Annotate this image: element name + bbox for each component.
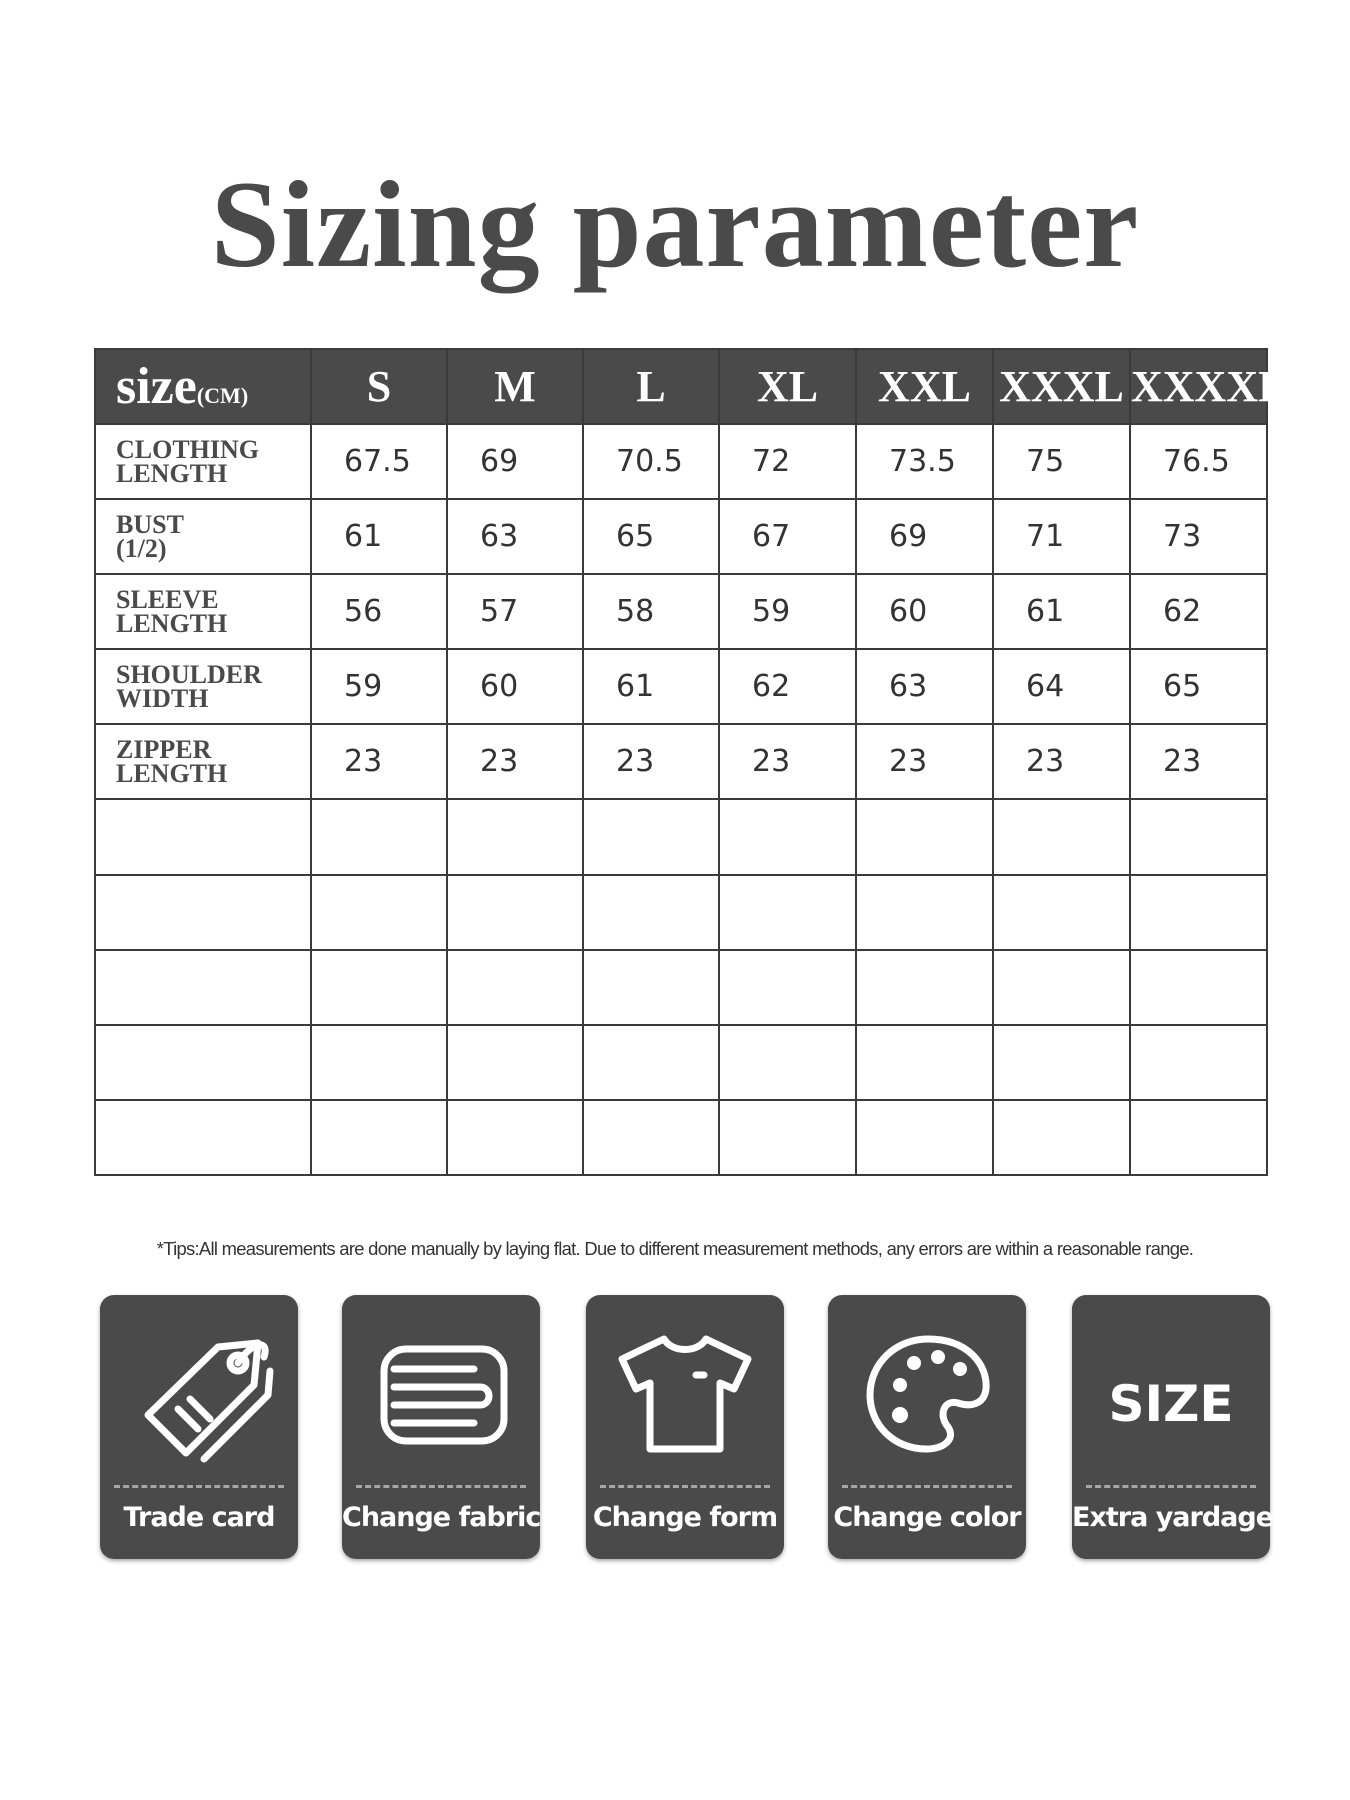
size-header-s: S (311, 349, 447, 424)
table-cell: 23 (993, 724, 1130, 799)
empty-cell (447, 1025, 583, 1100)
row-label-bust: BUST (1/2) (95, 499, 311, 574)
empty-cell (583, 950, 719, 1025)
size-header-m: M (447, 349, 583, 424)
empty-cell (447, 1100, 583, 1175)
table-cell: 62 (1130, 574, 1267, 649)
size-header-xxxl: XXXL (993, 349, 1130, 424)
size-header-label: size (116, 358, 197, 415)
empty-cell (856, 1025, 993, 1100)
empty-cell (1130, 1025, 1267, 1100)
table-cell: 67 (719, 499, 856, 574)
table-row (95, 424, 1267, 499)
feature-card-trade-card (100, 1295, 298, 1559)
empty-cell (856, 799, 993, 874)
measurement-tips: *Tips:All measurements are done manually by laying flat. Due to different measurement methods, any errors are within a reasonable range. (156, 1238, 1194, 1259)
table-cell: 23 (311, 724, 447, 799)
empty-cell (719, 1025, 856, 1100)
table-cell: 23 (719, 724, 856, 799)
empty-cell (1130, 950, 1267, 1025)
feature-card-change-form (586, 1295, 784, 1559)
table-cell: 23 (583, 724, 719, 799)
table-cell: 64 (993, 649, 1130, 724)
empty-cell (993, 799, 1130, 874)
empty-cell (447, 799, 583, 874)
size-icon-text: SIZE (1108, 1375, 1234, 1433)
feature-label: Change form (592, 1502, 778, 1533)
table-cell: 65 (583, 499, 719, 574)
feature-card-change-color (828, 1295, 1026, 1559)
table-cell: 69 (447, 424, 583, 499)
empty-cell (95, 1100, 311, 1175)
tshirt-icon (586, 1305, 784, 1465)
table-cell: 60 (447, 649, 583, 724)
feature-label: Change fabric (342, 1502, 541, 1533)
empty-cell (311, 1100, 447, 1175)
table-cell: 57 (447, 574, 583, 649)
table-header-row (95, 349, 1267, 424)
palette-icon (828, 1305, 1026, 1465)
unit-label: (CM) (196, 383, 249, 408)
table-cell: 70.5 (583, 424, 719, 499)
empty-cell (95, 799, 311, 874)
empty-cell (583, 1100, 719, 1175)
card-divider (356, 1485, 526, 1488)
table-cell: 65 (1130, 649, 1267, 724)
empty-table-row (95, 1025, 1267, 1100)
empty-cell (856, 950, 993, 1025)
empty-cell (993, 1025, 1130, 1100)
empty-cell (993, 950, 1130, 1025)
table-cell: 73 (1130, 499, 1267, 574)
table-row (95, 499, 1267, 574)
table-cell: 23 (1130, 724, 1267, 799)
empty-cell (95, 950, 311, 1025)
empty-cell (311, 875, 447, 950)
row-label-clothing-length: CLOTHING LENGTH (95, 424, 311, 499)
table-cell: 23 (856, 724, 993, 799)
feature-card-change-fabric (342, 1295, 540, 1559)
empty-cell (447, 875, 583, 950)
row-label-sleeve-length: SLEEVE LENGTH (95, 574, 311, 649)
card-divider (842, 1485, 1012, 1488)
empty-cell (719, 1100, 856, 1175)
table-cell: 61 (583, 649, 719, 724)
empty-cell (95, 1025, 311, 1100)
fabric-icon (342, 1305, 540, 1465)
feature-label: Extra yardage (1072, 1502, 1274, 1533)
empty-cell (583, 799, 719, 874)
table-cell: 60 (856, 574, 993, 649)
empty-cell (719, 875, 856, 950)
table-cell: 75 (993, 424, 1130, 499)
table-cell: 63 (447, 499, 583, 574)
feature-card-extra-yardage (1072, 1295, 1274, 1559)
table-cell: 61 (993, 574, 1130, 649)
size-header-xxl: XXL (856, 349, 993, 424)
table-cell: 73.5 (856, 424, 993, 499)
feature-cards (100, 1295, 1274, 1559)
table-cell: 58 (583, 574, 719, 649)
empty-cell (447, 950, 583, 1025)
empty-cell (993, 1100, 1130, 1175)
page-title: Sizing parameter (210, 156, 1140, 293)
size-header-xl: XL (719, 349, 856, 424)
table-cell: 56 (311, 574, 447, 649)
table-cell: 69 (856, 499, 993, 574)
size-header-l: L (583, 349, 719, 424)
table-cell: 63 (856, 649, 993, 724)
card-divider (1086, 1485, 1256, 1488)
empty-cell (719, 799, 856, 874)
table-cell: 59 (719, 574, 856, 649)
card-divider (114, 1485, 284, 1488)
card-divider (600, 1485, 770, 1488)
empty-cell (1130, 875, 1267, 950)
table-cell: 67.5 (311, 424, 447, 499)
size-header-xxxxl: XXXXL (1130, 349, 1267, 424)
size-unit-header (95, 349, 311, 424)
size-chart-table (94, 348, 1288, 1176)
empty-cell (311, 950, 447, 1025)
table-row (95, 649, 1267, 724)
empty-cell (583, 1025, 719, 1100)
table-cell: 71 (993, 499, 1130, 574)
empty-cell (311, 1025, 447, 1100)
empty-table-row (95, 875, 1267, 950)
empty-cell (583, 875, 719, 950)
feature-label: Change color (833, 1502, 1021, 1533)
table-row (95, 724, 1267, 799)
empty-cell (856, 875, 993, 950)
table-cell: 62 (719, 649, 856, 724)
empty-cell (719, 950, 856, 1025)
table-cell: 76.5 (1130, 424, 1267, 499)
empty-cell (95, 875, 311, 950)
table-cell: 23 (447, 724, 583, 799)
empty-cell (1130, 799, 1267, 874)
table-cell: 61 (311, 499, 447, 574)
tag-icon (100, 1305, 298, 1465)
empty-cell (856, 1100, 993, 1175)
row-label-shoulder-width: SHOULDER WIDTH (95, 649, 311, 724)
empty-cell (1130, 1100, 1267, 1175)
empty-cell (993, 875, 1130, 950)
empty-table-row (95, 1100, 1267, 1175)
empty-table-row (95, 799, 1267, 874)
empty-table-row (95, 950, 1267, 1025)
table-row (95, 574, 1267, 649)
table-cell: 59 (311, 649, 447, 724)
table-cell: 72 (719, 424, 856, 499)
size-text-icon (1072, 1305, 1270, 1465)
empty-cell (311, 799, 447, 874)
row-label-zipper-length: ZIPPER LENGTH (95, 724, 311, 799)
feature-label: Trade card (123, 1502, 275, 1533)
